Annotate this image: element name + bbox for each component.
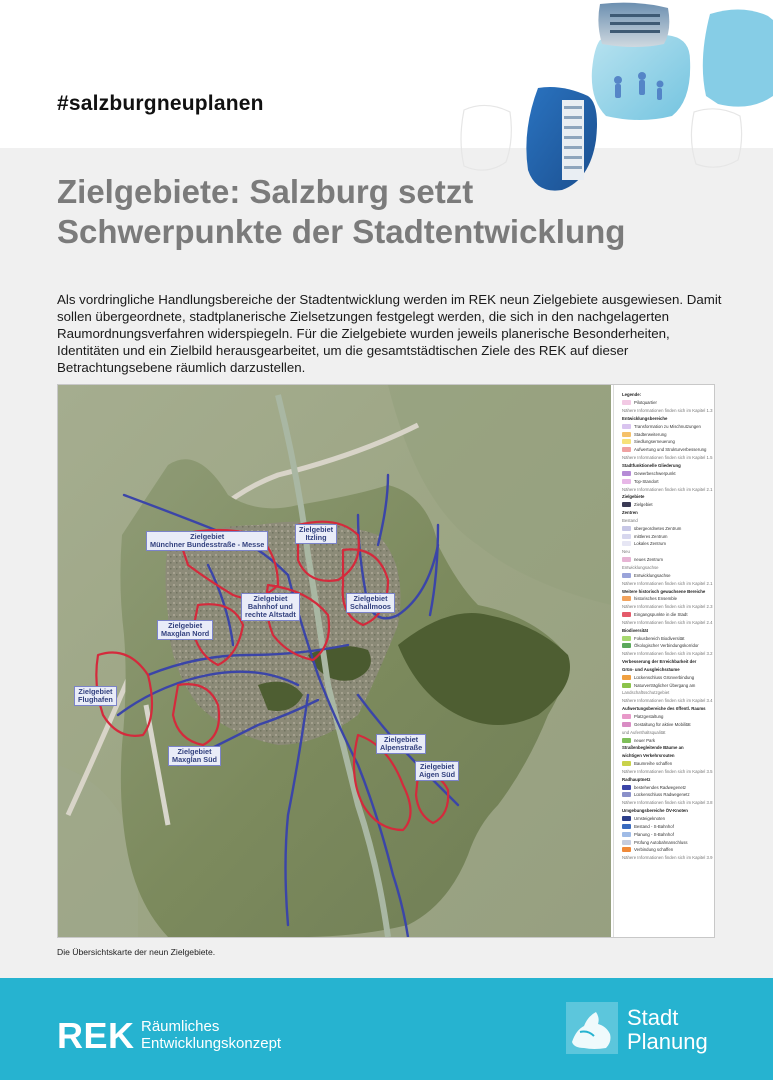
zone-label-line: Zielgebiet (353, 594, 388, 603)
zone-label-line: Itzling (305, 533, 327, 542)
legend-text: Gewerbeschwerpunkt (634, 470, 676, 476)
legend-row (622, 611, 710, 619)
legend-row (622, 548, 710, 556)
legend-row (622, 399, 710, 407)
legend-text: Entwicklungsbereiche (622, 415, 668, 421)
zone-label-line: Zielgebiet (177, 747, 212, 756)
legend-swatch (622, 471, 631, 476)
legend-row (622, 391, 710, 399)
tile-outline-left (461, 105, 511, 170)
legend-row (622, 540, 710, 548)
zone-label-line: Zielgebiet (190, 532, 225, 541)
legend-text: Neu (622, 549, 630, 555)
legend-text: Gestaltung für aktive Mobilität (634, 721, 691, 727)
legend-row (622, 454, 713, 462)
legend-text: übergeordnetes Zentrum (634, 525, 682, 531)
legend-text: Nähere Informationen finden sich im Kapitel 2.4 (622, 619, 713, 625)
legend-row (622, 744, 710, 752)
legend-text: Zentren (622, 510, 638, 516)
legend-swatch (622, 675, 631, 680)
legend-row (622, 830, 710, 838)
legend-text: Umsteigeknoten (634, 815, 666, 821)
rek-abbreviation: REK (57, 1015, 135, 1056)
legend-row (622, 556, 710, 564)
legend-text: Pilotquartier (634, 400, 657, 406)
legend-row (622, 846, 710, 854)
legend-swatch (622, 502, 631, 507)
legend-text: Umgebungsbereiche ÖV-Knoten (622, 808, 688, 814)
legend-row (622, 689, 710, 697)
legend-row (622, 493, 710, 501)
legend-swatch (622, 832, 631, 837)
zone-label-line: Schallmoos (350, 602, 391, 611)
legend-swatch (622, 479, 631, 484)
legend-row (622, 666, 710, 674)
zone-label-line: Zielgebiet (420, 762, 455, 771)
legend-text: Nähere Informationen finden sich im Kapitel 1.3 (622, 408, 713, 414)
legend-row (622, 642, 710, 650)
legend-swatch (622, 824, 631, 829)
zone-label-muenchner-bundesstrasse[interactable] (146, 531, 268, 551)
legend-swatch (622, 424, 631, 429)
legend-text: Lückenschluss Radwegenetz (634, 792, 690, 798)
legend-text: Nähere Informationen finden sich im Kapitel 3.5 (622, 768, 713, 774)
legend-row (622, 728, 710, 736)
zone-label-line: rechte Altstadt (245, 610, 296, 619)
legend-text: Baumreihe schaffen (634, 761, 673, 767)
legend-text: Naturverträglicher Übergang am (634, 682, 696, 688)
legend-text: Nähere Informationen finden sich im Kapitel 1.5 (622, 455, 713, 461)
legend-text: mittleres Zentrum (634, 533, 668, 539)
zone-label-line: Bahnhof und (247, 602, 293, 611)
intro-paragraph: Als vordringliche Handlungsbereiche der Stadtentwicklung werden im REK neun Zielgebiete ausgewiesen. Damit sollen übergeordnete, stadtplanerische Zielsetzungen festgelegt werden, die sich in den nachgelagerten Raumordnungsverfahren widerspiegeln. Für die Zielgebiete wurden jeweils planerische Besonderheiten, Identitäten und ein Zielbild herausgearbeitet, um die gesamtstädtischen Ziele des REK auf dieser Betrachtungsebene räumlich darzustellen. (57, 292, 722, 375)
legend-swatch (622, 541, 631, 546)
legend-row (622, 618, 713, 626)
legend-swatch (622, 792, 631, 797)
legend-text: Lückenschluss Grünverbindung (634, 674, 695, 680)
legend-text: Zielgebiet (634, 502, 653, 508)
zone-label-bahnhof[interactable] (241, 593, 300, 621)
legend-text: Nähere Informationen finden sich im Kapitel 2.1 (622, 580, 713, 586)
zone-label-line: Zielgebiet (168, 621, 203, 630)
zone-label-maxglan-sued[interactable] (168, 746, 221, 766)
legend-swatch (622, 722, 631, 727)
legend-row (622, 854, 713, 862)
legend-row (622, 438, 710, 446)
legend-row (622, 658, 710, 666)
legend-text: Weitere historisch gewachsene Bereiche (622, 588, 706, 594)
legend-text: Bestand - S-Bahnhof (634, 823, 674, 829)
zone-label-line: Münchner Bundesstraße - Messe (150, 540, 265, 549)
legend-swatch (622, 447, 631, 452)
zone-label-itzling[interactable] (295, 524, 337, 544)
title-line-2: Schwerpunkte der Stadtentwicklung (57, 213, 626, 250)
legend-text: bestehendes Radwegenetz (634, 784, 687, 790)
legend-row (622, 775, 710, 783)
legend-text: Prüfung Autobahnanschluss (634, 839, 688, 845)
legend-swatch (622, 714, 631, 719)
legend-text: Radhauptnetz (622, 776, 651, 782)
zone-label-line: Zielgebiet (384, 735, 419, 744)
zone-label-schallmoos[interactable] (346, 593, 395, 613)
zone-label-line: Flughafen (78, 695, 113, 704)
legend-text: Nähere Informationen finden sich im Kapitel 2.3 (622, 604, 713, 610)
legend-row (622, 634, 710, 642)
aerial-map (58, 385, 611, 937)
legend-text: Biodiversität (622, 627, 649, 633)
legend-text: Planung - S-Bahnhof (634, 831, 674, 837)
tile-cyan-top-right (703, 9, 773, 106)
legend-swatch (622, 596, 631, 601)
legend-text: Nähere Informationen finden sich im Kapitel 2.1 (622, 486, 713, 492)
legend-text: Entwicklungsachse (634, 572, 671, 578)
legend-swatch (622, 636, 631, 641)
legend-row (622, 838, 710, 846)
legend-text: Siedlungserneuerung (634, 439, 675, 445)
legend-swatch (622, 785, 631, 790)
legend-swatch (622, 432, 631, 437)
legend-row (622, 564, 710, 572)
legend-row (622, 430, 710, 438)
legend-swatch (622, 573, 631, 578)
legend-row (622, 650, 713, 658)
legend-row (622, 752, 710, 760)
legend-text: Eingangspunkte in die Stadt (634, 612, 688, 618)
legend-row (622, 768, 713, 776)
zone-label-line: Maxglan Süd (172, 755, 218, 764)
legend-text: Transformation zu Mischnutzungen (634, 423, 701, 429)
legend-text: Aufwertung und Strukturverbesserung (634, 447, 707, 453)
legend-row (622, 791, 710, 799)
legend-row (622, 697, 713, 705)
legend-text: Grün- und Ausgleichsräume (622, 666, 680, 672)
zone-label-alpenstrasse[interactable] (376, 734, 426, 754)
legend-row (622, 736, 710, 744)
legend-row (622, 587, 710, 595)
legend-row (622, 783, 710, 791)
stadtplanung-logo-icon (566, 1002, 618, 1054)
legend-row (622, 517, 710, 525)
legend-text: Nähere Informationen finden sich im Kapitel 3.4 (622, 698, 713, 704)
legend-row (622, 579, 713, 587)
legend-row (622, 571, 710, 579)
legend-text: Stadtfunktionelle Gliederung (622, 463, 681, 469)
legend-text: Verbesserung der Erreichbarkeit der (622, 659, 697, 665)
legend-row (622, 595, 710, 603)
stadt-word: Stadt (627, 1005, 679, 1030)
legend-swatch (622, 840, 631, 845)
legend-row (622, 822, 710, 830)
legend-text: Nähere Informationen finden sich im Kapitel 3.8 (622, 800, 713, 806)
zone-label-line: Maxglan Nord (161, 629, 210, 638)
legend-swatch (622, 526, 631, 531)
legend-text: Nähere Informationen finden sich im Kapitel 3.2 (622, 651, 713, 657)
legend-row (622, 799, 713, 807)
legend-row (622, 509, 710, 517)
legend-row (622, 422, 710, 430)
legend-text: Landschaftsschutzgebiet (622, 690, 670, 696)
zone-label-line: Aigen Süd (419, 770, 456, 779)
legend-text: wichtigen Verkehrsrouten (622, 753, 675, 759)
legend-text: Nähere Informationen finden sich im Kapitel 3.9 (622, 855, 713, 861)
decorative-photo-tiles (450, 0, 773, 200)
legend-text: Straßenbegleitende Bäume an (622, 745, 684, 751)
page-title (57, 172, 737, 252)
zone-label-line: Zielgebiet (78, 687, 113, 696)
legend-text: Platzgestaltung (634, 714, 664, 720)
legend-text: neuer Park (634, 737, 656, 743)
rek-full-name (141, 1018, 281, 1052)
planung-word: Planung (627, 1029, 708, 1054)
legend-row (622, 705, 710, 713)
legend-row (622, 532, 710, 540)
legend-row (622, 485, 713, 493)
zone-label-flughafen[interactable] (74, 686, 117, 706)
legend-row (622, 720, 710, 728)
stadtplanung-wordmark (627, 1006, 708, 1054)
zone-label-maxglan-nord[interactable] (157, 620, 213, 640)
map-legend (613, 385, 714, 937)
legend-text: Fokusbereich Biodiversität (634, 635, 685, 641)
legend-row (622, 462, 710, 470)
legend-row (622, 815, 710, 823)
legend-text: Zielgebiete (622, 494, 645, 500)
legend-swatch (622, 761, 631, 766)
map-caption: Die Übersichtskarte der neun Zielgebiete. (57, 947, 216, 957)
legend-row (622, 603, 713, 611)
legend-row (622, 673, 710, 681)
legend-row (622, 501, 710, 509)
legend-swatch (622, 738, 631, 743)
legend-text: Lokales Zentrum (634, 541, 667, 547)
legend-text: Bestand (622, 517, 638, 523)
legend-text: Aufwertungsbereiche des öffentl. Raums (622, 706, 706, 712)
zone-label-line: Alpenstraße (380, 743, 423, 752)
legend-row (622, 415, 710, 423)
legend-text: Legende: (622, 392, 642, 398)
legend-text: Verbindung schaffen (634, 847, 674, 853)
legend-swatch (622, 557, 631, 562)
legend-row (622, 446, 710, 454)
legend-row (622, 713, 710, 721)
overview-map-figure (57, 384, 715, 938)
legend-row (622, 469, 710, 477)
legend-text: Entwicklungsachse (622, 564, 659, 570)
legend-text: neues Zentrum (634, 557, 663, 563)
legend-text: Top-Standort (634, 478, 659, 484)
legend-text: Stadterweiterung (634, 431, 667, 437)
title-line-1: Zielgebiete: Salzburg setzt (57, 173, 474, 210)
campaign-hashtag: #salzburgneuplanen (57, 92, 264, 115)
legend-swatch (622, 612, 631, 617)
legend-row (622, 807, 710, 815)
legend-row (622, 760, 710, 768)
legend-row (622, 524, 710, 532)
legend-swatch (622, 816, 631, 821)
legend-row (622, 681, 710, 689)
zone-label-line: Zielgebiet (299, 525, 334, 534)
tile-outline-right (691, 109, 741, 167)
zone-label-line: Zielgebiet (253, 594, 288, 603)
legend-swatch (622, 400, 631, 405)
legend-row (622, 407, 713, 415)
legend-swatch (622, 847, 631, 852)
legend-swatch (622, 683, 631, 688)
zone-label-aigen-sued[interactable] (415, 761, 459, 781)
legend-swatch (622, 439, 631, 444)
legend-row (622, 477, 710, 485)
legend-text: historisches Ensemble (634, 596, 677, 602)
legend-swatch (622, 534, 631, 539)
legend-row (622, 626, 710, 634)
rek-name-line-2: Entwicklungskonzept (141, 1035, 282, 1052)
rek-name-line-1: Räumliches (141, 1018, 220, 1035)
legend-swatch (622, 643, 631, 648)
legend-text: und Aufenthaltsqualität (622, 729, 666, 735)
legend-text: Ökologischer Verbindungskorridor (634, 643, 699, 649)
